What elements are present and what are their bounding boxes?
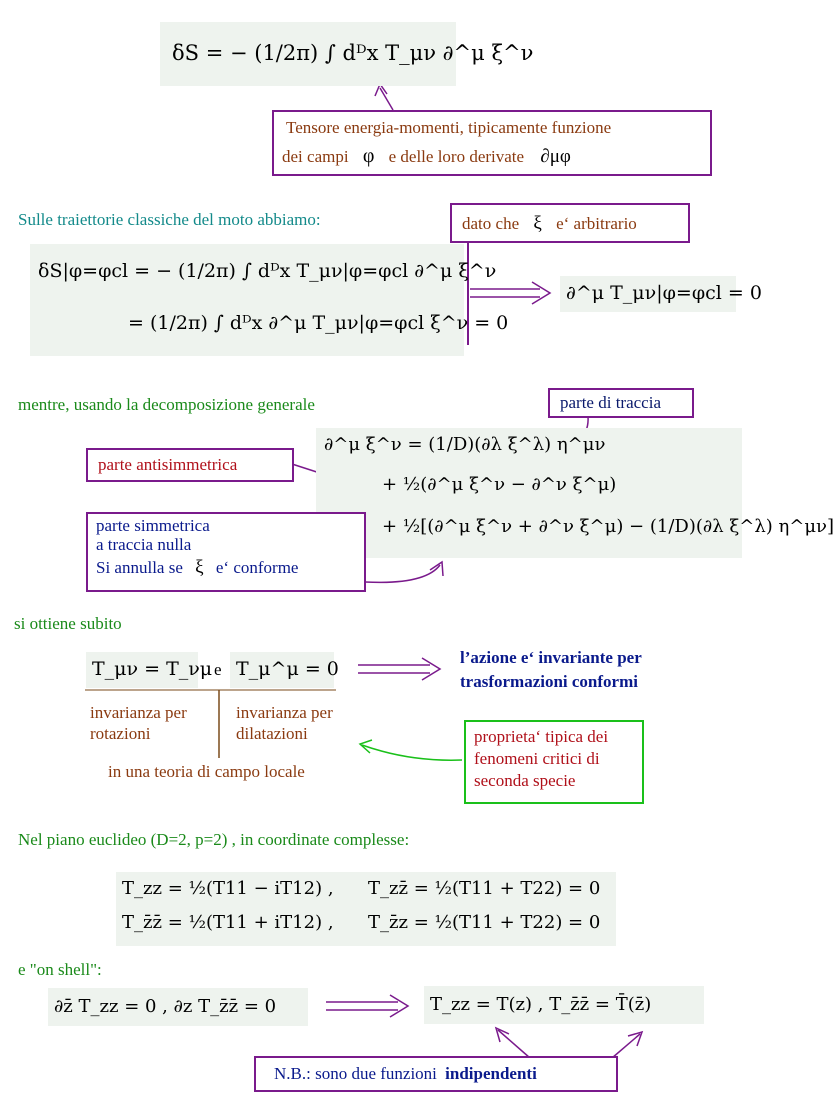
equation-action-variation — [160, 22, 534, 86]
xi-symbol: ξ — [533, 213, 542, 234]
obtain-heading: si ottiene subito — [14, 614, 122, 633]
decomp-line2: + ½(∂^μ ξ^ν − ∂^ν ξ^μ) — [382, 474, 617, 495]
eq2-line1: δS|φ=φcl = − (1/2π) ∫ dᴰx T_μν|φ=φcl ∂^μ ξ^ν — [38, 260, 497, 282]
note-nb — [254, 1056, 618, 1092]
arrow-tensor-note — [380, 88, 393, 110]
onshell-result-text: T_zz = T(z) , T_z̄z̄ = T̄(z̄) — [430, 994, 652, 1015]
arrow-sym — [365, 565, 440, 582]
label-trace — [548, 388, 694, 418]
onshell-eq-text: ∂z̄ T_zz = 0 , ∂z T_z̄z̄ = 0 — [54, 996, 277, 1017]
label-antisym — [86, 448, 294, 482]
label-sym-line1: parte simmetrica — [96, 516, 210, 535]
note-tensor — [272, 110, 712, 176]
phi-symbol: φ — [362, 145, 375, 167]
label-sym-line3a: Si annulla se — [96, 558, 183, 577]
equation-decomposition — [316, 428, 834, 558]
note-arbitrary — [450, 203, 690, 243]
inv-dilations — [236, 702, 333, 744]
note-arbitrary-b: e‘ arbitrario — [556, 214, 637, 233]
equation-classical — [30, 244, 509, 356]
inv-dil-line1: invarianza per — [236, 703, 333, 722]
conj-e: e — [214, 660, 222, 679]
eq1-text: δS = − (1/2π) ∫ dᴰx T_μν ∂^μ ξ^ν — [172, 41, 534, 65]
eq-traceless — [230, 652, 339, 688]
arrow-nb-left — [498, 1030, 530, 1058]
equation-conservation — [560, 276, 762, 312]
note-tensor-line2a: dei campi — [282, 147, 349, 166]
double-arrow-3 — [390, 995, 408, 1017]
note-arbitrary-a: dato che — [462, 214, 520, 233]
arrow-critical — [362, 745, 462, 760]
equation-complex-t — [116, 872, 616, 946]
arrow-nb-right — [612, 1034, 640, 1058]
note-critical — [464, 720, 644, 804]
classical-heading: Sulle traiettorie classiche del moto abbiamo: — [18, 210, 321, 229]
critical-line1: proprieta‘ tipica dei — [474, 727, 609, 746]
double-arrow-1 — [532, 282, 550, 304]
decomp-line1: ∂^μ ξ^ν = (1/D)(∂λ ξ^λ) η^μν — [324, 434, 606, 455]
sym-eq-text: T_μν = T_νμ — [92, 658, 213, 680]
decomp-heading: mentre, usando la decomposizione generale — [18, 395, 315, 414]
result-line1: l’azione e‘ invariante per — [460, 648, 642, 667]
note-tensor-line1: Tensore energia-momenti, tipicamente funzione — [286, 118, 612, 137]
note-tensor-line2 — [282, 145, 571, 168]
inv-rot-line2: rotazioni — [90, 724, 151, 743]
critical-line2: fenomeni critici di — [474, 749, 600, 768]
decomp-line3: + ½[(∂^μ ξ^ν + ∂^ν ξ^μ) − (1/D)(∂λ ξ^λ) η^μν] — [382, 516, 834, 537]
eq-symmetric — [86, 652, 213, 688]
result-line2: trasformazioni conformi — [460, 672, 638, 691]
nb-text-a: N.B.: sono due funzioni — [274, 1064, 437, 1083]
double-arrow-2 — [422, 658, 440, 680]
equation-onshell — [48, 988, 308, 1026]
local-theory: in una teoria di campo locale — [108, 762, 305, 781]
xi-symbol-2: ξ — [195, 557, 204, 578]
result-conformal — [460, 646, 642, 694]
euclid-heading: Nel piano euclideo (D=2, p=2) , in coordinate complesse: — [18, 830, 410, 849]
inv-rot-line1: invarianza per — [90, 703, 187, 722]
note-tensor-line2b: e delle loro derivate — [388, 147, 525, 166]
onshell-heading: e "on shell": — [18, 960, 102, 979]
label-antisym-text: parte antisimmetrica — [98, 455, 238, 474]
dphi-symbol: ∂μφ — [540, 146, 571, 167]
tz-r1a: T_zz = ½(T11 − iT12) , — [122, 878, 334, 899]
trace-eq-text: T_μ^μ = 0 — [236, 658, 339, 680]
eq2-line2: = (1/2π) ∫ dᴰx ∂^μ T_μν|φ=φcl ξ^ν = 0 — [128, 312, 509, 334]
tz-r1b: T_zz̄ = ½(T11 + T22) = 0 — [368, 878, 601, 899]
label-sym-line3b: e‘ conforme — [215, 558, 299, 577]
label-trace-text: parte di traccia — [560, 393, 661, 412]
critical-line3: seconda specie — [474, 771, 576, 790]
eq2-result: ∂^μ T_μν|φ=φcl = 0 — [566, 282, 762, 304]
tz-r2a: T_z̄z̄ = ½(T11 + iT12) , — [122, 912, 334, 933]
label-sym — [86, 512, 366, 592]
inv-dil-line2: dilatazioni — [236, 724, 308, 743]
equation-holomorphic — [424, 986, 704, 1024]
label-sym-line2: a traccia nulla — [96, 535, 192, 554]
nb-text-b: indipendenti — [445, 1064, 537, 1083]
inv-rotations — [90, 702, 187, 744]
tz-r2b: T_z̄z = ½(T11 + T22) = 0 — [368, 912, 601, 933]
